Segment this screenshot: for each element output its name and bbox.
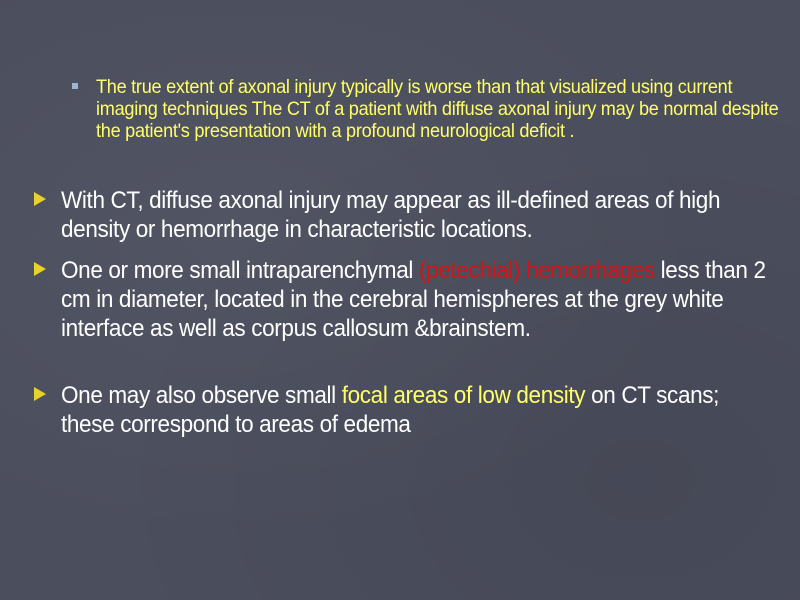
bullet-low-density	[34, 381, 774, 439]
bullet-text	[61, 256, 769, 343]
bullet-text-before: One or more small intraparenchymal	[61, 257, 419, 284]
bullet-ct-appearance	[34, 186, 774, 244]
triangle-bullet-icon	[34, 387, 46, 401]
sub-bullet	[72, 76, 779, 142]
low-density-highlight: focal areas of low density	[341, 382, 586, 409]
bullet-text-after: on CT scans; these correspond to areas of edema	[61, 382, 720, 438]
bullet-text	[61, 381, 769, 439]
triangle-bullet-icon	[34, 262, 46, 276]
triangle-bullet-icon	[34, 192, 46, 206]
bullet-petechial-hemorrhages	[34, 256, 774, 343]
square-bullet-icon	[72, 83, 78, 89]
sub-bullet-text: The true extent of axonal injury typically is worse than that visualized using current imaging techniques The CT of a patient with diffuse axonal injury may be normal despite the patient's presentation with a profound neurological deficit .	[96, 76, 779, 142]
petechial-highlight: (petechial) hemorrhages	[418, 257, 655, 284]
bullet-text: With CT, diffuse axonal injury may appear as ill-defined areas of high density or hemorrhage in characteristic locations.	[61, 187, 721, 243]
bullet-text-before: One may also observe small	[61, 382, 342, 409]
bullet-text-after: less than 2 cm in diameter, located in the cerebral hemispheres at the grey white interface as well as corpus callosum &brainstem.	[61, 257, 766, 342]
